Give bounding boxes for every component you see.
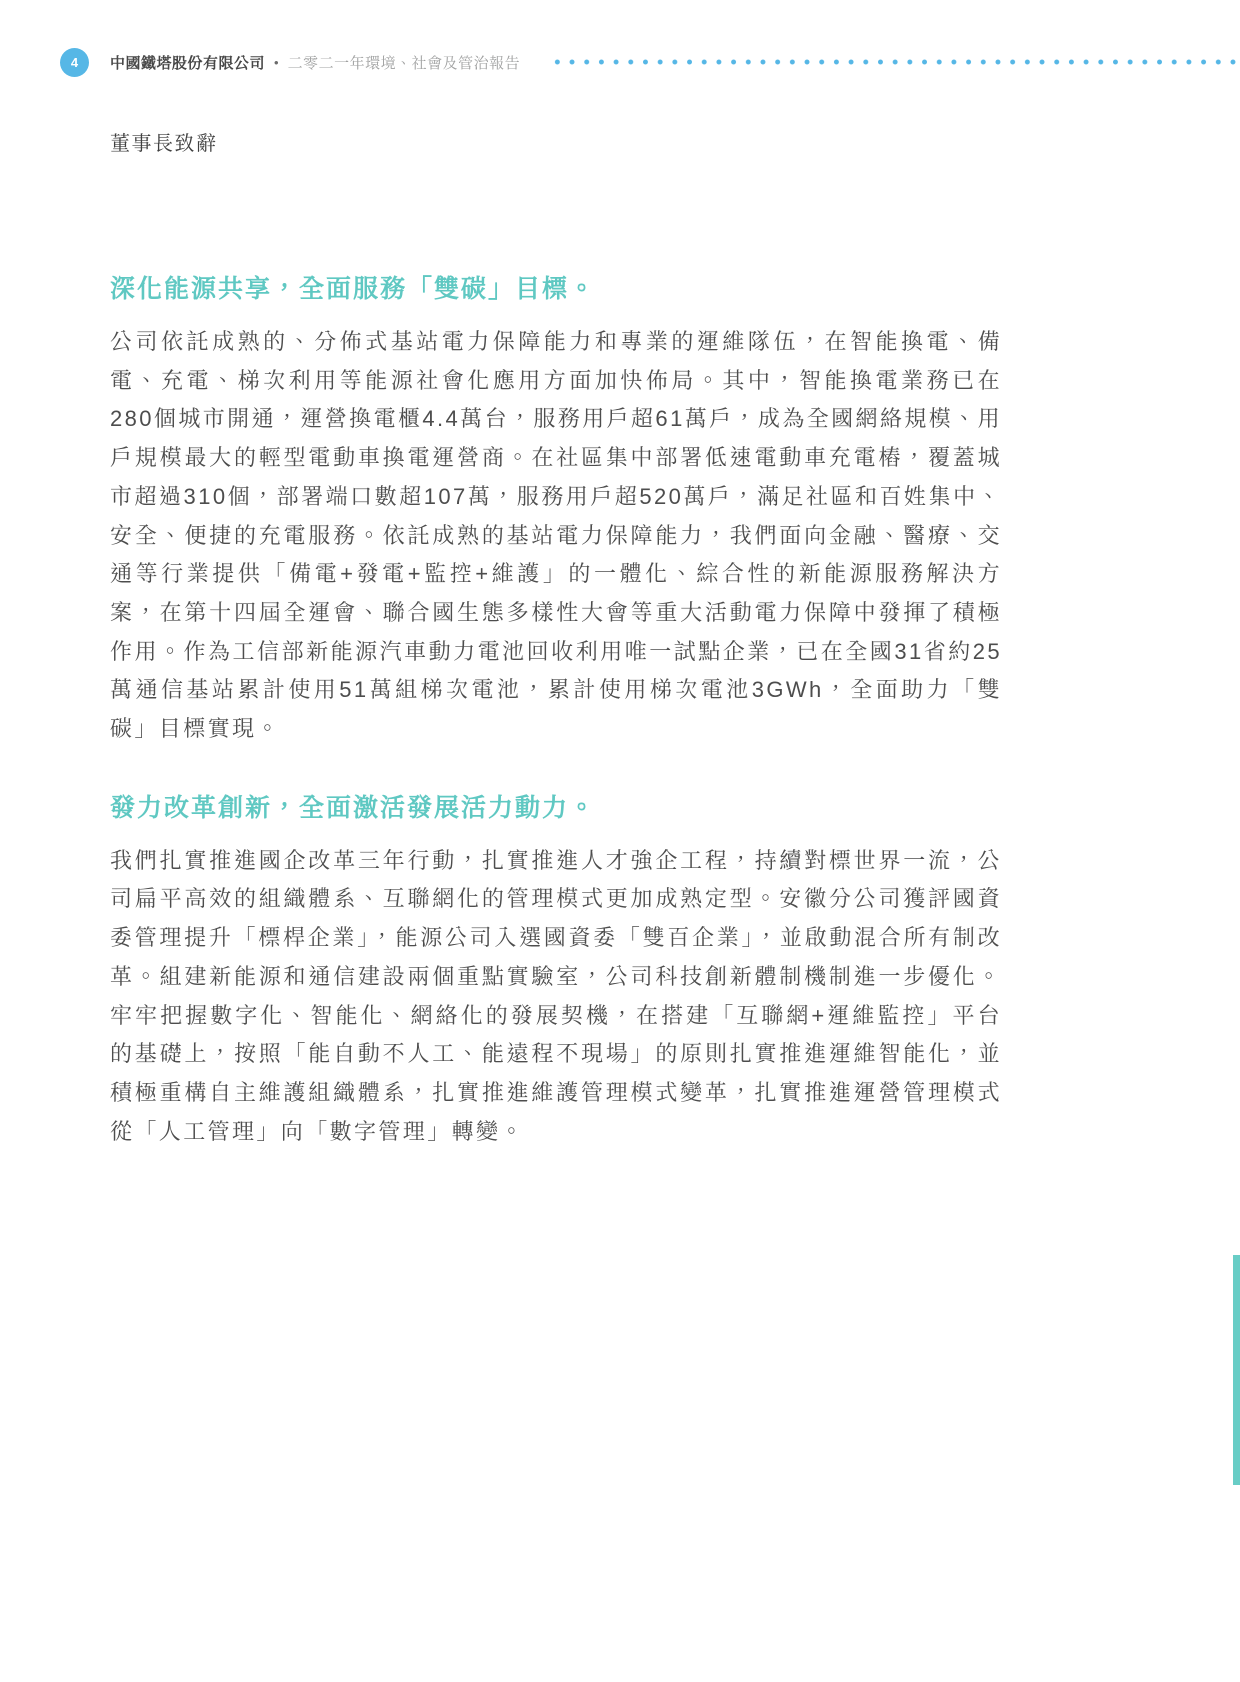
page-number-badge bbox=[60, 48, 89, 77]
main-content bbox=[110, 272, 1002, 1151]
bullet-separator: • bbox=[274, 54, 279, 70]
section-heading: 深化能源共享，全面服務「雙碳」目標。 bbox=[110, 275, 597, 303]
section-body: 我們扎實推進國企改革三年行動，扎實推進人才強企工程，持續對標世界一流，公司扁平高效的組織體系、互聯網化的管理模式更加成熟定型。安徽分公司獲評國資委管理提升「標桿企業」，能源公司入選國資委「雙百企業」，並啟動混合所有制改革。組建新能源和通信建設兩個重點實驗室，公司科技創新體制機制進一步優化。牢牢把握數字化、智能化、網絡化的發展契機，在搭建「互聯網+運維監控」平台的基礎上，按照「能自動不人工、能遠程不現場」的原則扎實推進運維智能化，並積極重構自主維護組織體系，扎實推進維護管理模式變革，扎實推進運營管理模式從「人工管理」向「數字管理」轉變。 bbox=[110, 847, 1002, 1144]
section-reform-innovation bbox=[110, 791, 1002, 1152]
page-number: 4 bbox=[70, 54, 79, 70]
side-accent-bar bbox=[1233, 1255, 1240, 1485]
chapter-label: 董事長致辭 bbox=[110, 133, 218, 155]
section-body: 公司依託成熟的、分佈式基站電力保障能力和專業的運維隊伍，在智能換電、備電、充電、梯次利用等能源社會化應用方面加快佈局。其中，智能換電業務已在280個城市開通，運營換電櫃4.4萬台，服務用戶超61萬戶，成為全國網絡規模、用戶規模最大的輕型電動車換電運營商。在社區集中部署低速電動車充電樁，覆蓋城市超過310個，部署端口數超107萬，服務用戶超520萬戶，滿足社區和百姓集中、安全、便捷的充電服務。依託成熟的基站電力保障能力，我們面向金融、醫療、交通等行業提供「備電+發電+監控+維護」的一體化、綜合性的新能源服務解決方案，在第十四屆全運會、聯合國生態多樣性大會等重大活動電力保障中發揮了積極作用。作為工信部新能源汽車動力電池回收利用唯一試點企業，已在全國31省約25萬通信基站累計使用51萬組梯次電池，累計使用梯次電池3GWh，全面助力「雙碳」目標實現。 bbox=[110, 329, 1002, 742]
report-title: 二零二一年環境、社會及管治報告 bbox=[287, 54, 521, 72]
header-title-group bbox=[110, 52, 520, 73]
section-energy-sharing bbox=[110, 272, 1002, 749]
dotted-leader bbox=[550, 59, 1240, 65]
page-header bbox=[60, 47, 1240, 77]
section-heading: 發力改革創新，全面激活發展活力動力。 bbox=[110, 793, 597, 822]
company-name: 中國鐵塔股份有限公司 bbox=[110, 54, 266, 72]
